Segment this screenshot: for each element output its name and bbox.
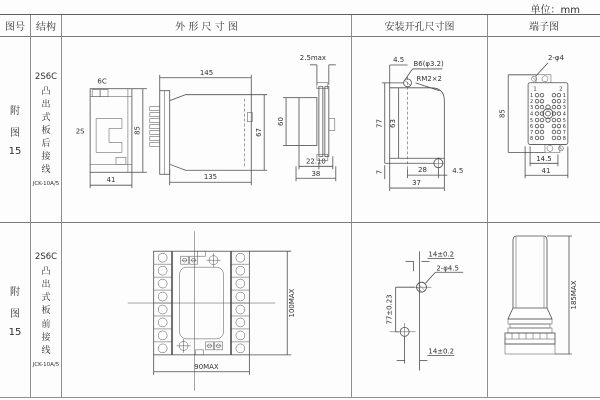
terminal-row-number: 4 <box>562 111 566 118</box>
structure-char: 板 <box>41 306 51 317</box>
dim-22-10: 22.10 <box>305 157 326 166</box>
terminal-row-number: 7 <box>529 129 534 136</box>
terminal-row-number: 8 <box>562 135 566 142</box>
fig-char: 附 <box>10 106 20 117</box>
terminal-row-number: 6 <box>562 124 566 131</box>
structure-row1 <box>31 37 62 223</box>
col-header-fig: 图号 <box>0 15 31 37</box>
outline-drawing-rear-wiring <box>62 37 351 222</box>
dim-38: 38 <box>311 170 321 179</box>
terminal-cell-row2 <box>488 223 600 397</box>
fig-number-row2 <box>0 223 31 397</box>
terminal-row-number: 6 <box>529 124 534 131</box>
col-header-outline: 外 形 尺 寸 图 <box>62 15 352 37</box>
terminal-row-number: 5 <box>562 118 566 125</box>
structure-char: 线 <box>41 165 51 176</box>
dim-14-bottom: 14±0.2 <box>428 347 455 356</box>
terminal-row-number: 2 <box>562 99 566 106</box>
outline-cell-row2 <box>62 223 352 397</box>
dim-14-top: 14±0.2 <box>428 250 455 259</box>
fig-char: 15 <box>8 146 22 157</box>
dim-4-5-right: 4.5 <box>452 167 464 176</box>
relay-with-socket-side-view <box>505 236 555 354</box>
structure-char: 后 <box>41 139 51 150</box>
label-2-phi4-5: 2-φ4.5 <box>436 264 459 273</box>
dim-7: 7 <box>375 169 384 175</box>
dim-lines-front <box>90 89 147 188</box>
terminal-row-number: 1 <box>529 93 534 100</box>
terminal-row-number: 2 <box>529 99 534 106</box>
mounting-cell-row1 <box>352 37 488 223</box>
dim-2-5max: 2.5max <box>299 53 327 62</box>
col-header-terminal: 端子图 <box>488 15 600 37</box>
structure-char: 线 <box>41 345 51 356</box>
dim-85: 85 <box>133 126 142 135</box>
terminal-row-number: 5 <box>529 118 534 125</box>
label-2-phi4: 2-φ4 <box>547 53 564 62</box>
panel-cutout <box>390 74 445 169</box>
terminal-row-number: 1 <box>562 93 566 100</box>
col-header-structure: 结构 <box>31 15 62 37</box>
terminal-holes <box>535 93 560 139</box>
terminal-row-numbers-left <box>530 93 533 142</box>
terminal-drawing-front-wiring <box>488 223 600 397</box>
dim-41: 41 <box>106 176 116 185</box>
structure-char: 凸 <box>41 86 51 97</box>
dim-77: 77 <box>375 119 384 128</box>
structure-char: 接 <box>41 332 51 343</box>
fig-char: 图 <box>10 128 20 139</box>
model-label: 2S6C <box>34 71 58 82</box>
type-code: JCK-10A/5 <box>32 361 60 368</box>
dim-41-terminal: 41 <box>541 166 551 175</box>
mounting-drawing-rear-wiring <box>352 37 487 222</box>
terminal-row-number: 3 <box>562 105 566 112</box>
dim-lines-side-view <box>547 236 572 354</box>
fig-char: 15 <box>8 326 22 338</box>
structure-char: 式 <box>41 293 51 304</box>
type-code: JCK-10A/5 <box>32 181 60 188</box>
dim-90max: 90MAX <box>194 362 219 371</box>
dimension-table <box>0 14 600 398</box>
outline-cell-row1 <box>62 37 352 223</box>
dim-lines-socket <box>154 251 292 375</box>
structure-row2 <box>31 223 62 397</box>
terminal-drawing-rear-wiring <box>488 37 600 222</box>
dim-28: 28 <box>418 166 427 175</box>
dim-100max: 100MAX <box>288 288 297 318</box>
dim-63: 63 <box>389 119 398 128</box>
structure-char: 前 <box>41 319 51 330</box>
terminal-row-number: 7 <box>562 129 566 136</box>
structure-char: 凸 <box>41 267 51 278</box>
structure-char: 出 <box>41 280 51 291</box>
structure-char: 出 <box>41 99 51 110</box>
outline-drawing-front-wiring <box>62 223 351 397</box>
panel-plate-view <box>299 83 335 161</box>
terminal-row-number: 3 <box>529 105 534 112</box>
terminal-top-number: 1 <box>533 86 537 93</box>
relay-side-view <box>150 91 252 175</box>
dim-4-5-top: 4.5 <box>393 56 405 64</box>
dim-14-5: 14.5 <box>536 154 552 163</box>
structure-char: 接 <box>41 152 51 163</box>
fig-number-row1 <box>0 37 31 223</box>
fig-char: 附 <box>10 286 20 298</box>
dim-135: 135 <box>203 173 218 182</box>
terminal-cell-row1 <box>488 37 600 223</box>
dim-37: 37 <box>412 179 421 188</box>
unit-label: 单位：mm <box>530 5 580 16</box>
relay-front-view <box>90 89 132 173</box>
dim-67: 67 <box>255 128 264 137</box>
dim-77-02: 77±0.23 <box>385 294 394 325</box>
mounting-cell-row2 <box>352 223 488 397</box>
label-2s: 2S <box>75 127 85 136</box>
structure-char: 式 <box>41 112 51 123</box>
terminal-row-number: 4 <box>529 111 534 118</box>
dim-60: 60 <box>277 117 286 126</box>
dim-185max: 185MAX <box>570 280 578 310</box>
dim-85-terminal: 85 <box>498 109 507 119</box>
model-label: 2S6C <box>34 252 58 263</box>
terminal-row-number: 8 <box>529 135 534 142</box>
label-hole-b6: B6(φ3.2) <box>413 59 444 68</box>
dim-145: 145 <box>199 68 214 77</box>
label-thread-rm2: RM2×2 <box>416 74 442 83</box>
terminal-row-numbers-right <box>563 93 566 142</box>
label-6c: 6C <box>97 77 107 86</box>
fig-char: 图 <box>10 308 20 320</box>
structure-char: 板 <box>41 125 51 136</box>
col-header-mounting: 安装开孔尺寸图 <box>352 15 488 37</box>
mounting-drawing-front-wiring <box>352 223 487 397</box>
terminal-top-number: 2 <box>559 86 563 93</box>
